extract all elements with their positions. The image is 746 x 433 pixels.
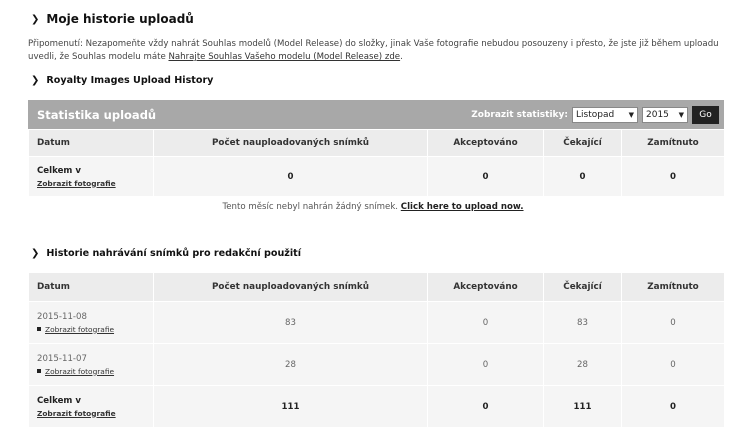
show-stats-label: Zobrazit statistiky: [471, 109, 568, 120]
total-label: Celkem v [37, 165, 81, 176]
row-accepted: 0 [428, 302, 544, 344]
row-uploaded: 83 [154, 302, 428, 344]
editorial-stats-table [28, 272, 725, 428]
col-pending: Čekající [544, 273, 622, 302]
total-accepted: 0 [428, 157, 544, 197]
chevron-right-icon: ❯ [31, 13, 40, 25]
row-rejected: 0 [622, 302, 725, 344]
row-date: 2015-11-07 [37, 353, 87, 364]
col-pending: Čekající [544, 130, 622, 157]
royalty-history-title [31, 75, 213, 86]
royalty-stats-table [28, 129, 725, 197]
table-row [29, 344, 725, 386]
row-uploaded: 28 [154, 344, 428, 386]
table-row-total [29, 157, 725, 197]
row-accepted: 0 [428, 344, 544, 386]
go-button[interactable]: Go [692, 106, 719, 124]
col-accepted: Akceptováno [428, 130, 544, 157]
table-row-total [29, 386, 725, 428]
table-header-row [29, 273, 725, 302]
col-uploaded: Počet nauploadovaných snímků [154, 130, 428, 157]
date-cell [29, 302, 154, 344]
chevron-right-icon: ❯ [31, 75, 40, 86]
editorial-history-title [31, 248, 301, 259]
col-date: Datum [29, 130, 154, 157]
date-cell [29, 344, 154, 386]
table-row [29, 302, 725, 344]
month-select[interactable] [572, 107, 638, 123]
stats-title: Statistika uploadů [37, 107, 157, 122]
page-title-text: Moje historie uploadů [46, 12, 194, 26]
view-photos-link[interactable]: Zobrazit fotografie [37, 408, 116, 418]
row-rejected: 0 [622, 344, 725, 386]
stats-filter [471, 106, 719, 124]
year-select[interactable] [642, 107, 688, 123]
total-cell [29, 157, 154, 197]
year-value: 2015 [646, 109, 669, 120]
royalty-stats-panel [28, 100, 724, 197]
view-photos-link[interactable] [37, 367, 153, 376]
bullet-square-icon [37, 327, 41, 331]
col-accepted: Akceptováno [428, 273, 544, 302]
view-photos-link[interactable]: Zobrazit fotografie [37, 178, 116, 188]
view-photos-text: Zobrazit fotografie [45, 366, 115, 376]
table-header-row [29, 130, 725, 157]
col-uploaded: Počet nauploadovaných snímků [154, 273, 428, 302]
total-pending: 0 [544, 157, 622, 197]
upload-model-release-link[interactable]: Nahrajte Souhlas Vašeho modelu (Model Release) zde [168, 52, 401, 62]
col-rejected: Zamítnuto [622, 273, 725, 302]
total-uploaded: 111 [154, 386, 428, 428]
total-pending: 111 [544, 386, 622, 428]
empty-month-message [0, 202, 746, 212]
notice-end: . [400, 52, 403, 62]
total-uploaded: 0 [154, 157, 428, 197]
total-label: Celkem v [37, 395, 81, 406]
total-accepted: 0 [428, 386, 544, 428]
stats-bar [28, 100, 724, 129]
chevron-right-icon: ❯ [31, 248, 40, 259]
upload-now-link[interactable]: Click here to upload now. [400, 202, 524, 212]
bullet-square-icon [37, 369, 41, 373]
row-pending: 83 [544, 302, 622, 344]
total-cell [29, 386, 154, 428]
month-value: Listopad [576, 109, 615, 120]
total-rejected: 0 [622, 386, 725, 428]
view-photos-text: Zobrazit fotografie [45, 324, 115, 334]
total-rejected: 0 [622, 157, 725, 197]
royalty-history-title-text: Royalty Images Upload History [46, 75, 214, 86]
row-date: 2015-11-08 [37, 311, 87, 322]
page-title [31, 12, 194, 26]
row-pending: 28 [544, 344, 622, 386]
editorial-stats-panel [28, 272, 724, 428]
model-release-notice [28, 38, 728, 64]
empty-message-text: Tento měsíc nebyl nahrán žádný snímek. [222, 202, 401, 212]
col-rejected: Zamítnuto [622, 130, 725, 157]
dropdown-arrow-icon: ▼ [678, 110, 684, 119]
notice-text: Připomenutí: Nezapomeňte vždy nahrát Souhlas modelů (Model Release) do složky, jinak Vaše fotografie nebudou posouzeny i přesto, že jste již během uploadu uvedli, že Souhlas modelu máte [28, 39, 719, 62]
dropdown-arrow-icon: ▼ [628, 110, 634, 119]
col-date: Datum [29, 273, 154, 302]
editorial-history-title-text: Historie nahrávání snímků pro redakční použití [46, 248, 302, 259]
view-photos-link[interactable] [37, 325, 153, 334]
